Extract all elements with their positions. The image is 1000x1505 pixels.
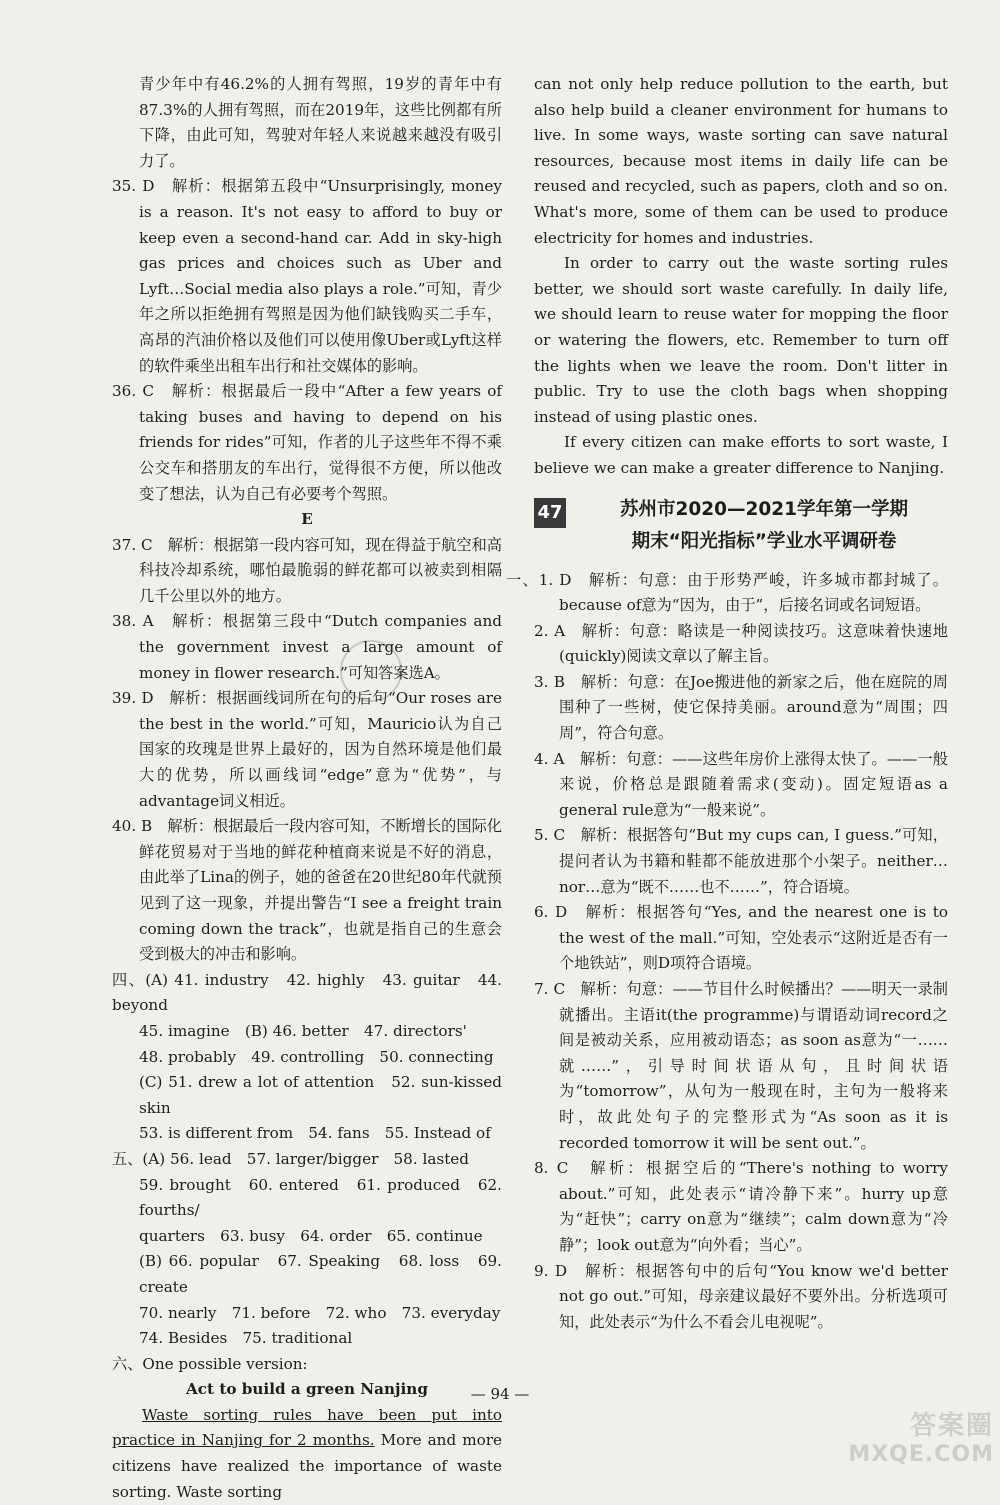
answer-item-36: 36. C 解析：根据最后一段中“After a few years of taking buses and having to depend on his friends for rides”可知，作者的儿子这些年不得不乘公交车和搭朋友的车出行，觉得很不方便，所以他改变了想法，认为自己有必要考个驾照。 [112, 382, 502, 503]
section-five-line: quarters 63. busy 64. order 65. continue [139, 1226, 483, 1245]
section-four-line: 48. probably 49. controlling 50. connecting [139, 1047, 494, 1066]
section-five-line: 五、(A) 56. lead 57. larger/bigger 58. lasted [112, 1149, 470, 1168]
essay-underlined-sentence: Waste sorting rules have been put into practice in Nanjing for 2 months. [112, 1405, 502, 1450]
watermark [848, 1405, 994, 1467]
section-title-line-2: 期末“阳光指标”学业水平调研卷 [631, 530, 897, 552]
section-title-block [580, 494, 948, 558]
section-six-heading: 六、One possible version: [112, 1354, 308, 1373]
section-four-line: 53. is different from 54. fans 55. Instead of [139, 1124, 491, 1143]
watermark-url: MXQE.COM [848, 1442, 994, 1467]
section-title-line-1: 苏州市2020—2021学年第一学期 [620, 498, 908, 520]
answer-item-4: 4. A 解析：句意：——这些年房价上涨得太快了。——一般来说，价格总是跟随着需求(变动)。固定短语as a general rule意为“一般来说”。 [534, 749, 948, 819]
answer-item-2: 2. A 解析：句意：略读是一种阅读技巧。这意味着快速地(quickly)阅读文章以了解主旨。 [534, 621, 948, 666]
right-column [506, 72, 948, 1335]
essay-paragraph-1-start [112, 1403, 502, 1505]
section-number-badge: 47 [534, 498, 566, 528]
exam-section-header [534, 494, 948, 558]
section-five-line: 70. nearly 71. before 72. who 73. everyday [139, 1303, 501, 1322]
section-four-line: (C) 51. drew a lot of attention 52. sun-kissed skin [139, 1073, 502, 1117]
section-five-line: (B) 66. popular 67. Speaking 68. loss 69. create [139, 1252, 502, 1296]
page-number: — 94 — [470, 1385, 530, 1403]
section-five-answers [112, 1147, 502, 1352]
essay-paragraph-3: If every citizen can make efforts to sort waste, I believe we can make a greater difference to Nanjing. [534, 433, 948, 477]
answer-item-35: 35. D 解析：根据第五段中“Unsurprisingly, money is a reason. It's not easy to afford to buy or keep even a second-hand car. Add in sky-high gas prices and choices such as Uber and Lyft…Social media also plays a role.”可知，青少年之所以拒绝拥有驾照是因为他们缺钱购买二手车，高昂的汽油价格以及他们可以使用像Uber或Lyft这样的软件乘坐出租车出行和社交媒体的影响。 [112, 177, 502, 375]
answer-item-40: 40. B 解析：根据最后一段内容可知，不断增长的国际化鲜花贸易对于当地的鲜花种植商来说是不好的消息，由此举了Lina的例子，她的爸爸在20世纪80年代就预见到了这一现象，并提出警告“I see a freight train coming down the track”，也就是指自己的生意会受到极大的冲击和影响。 [112, 817, 502, 964]
section-four-answers [112, 968, 502, 1147]
essay-paragraph-1-continued: can not only help reduce pollution to the earth, but also help build a cleaner environment for humans to live. In some ways, waste sorting can save natural resources, because most items in daily life can be reused and recycled, such as papers, cloth and so on. What's more, some of them can be used to produce electricity for homes and industries. [534, 75, 948, 247]
answer-item-8: 8. C 解析：根据空后的“There's nothing to worry about.”可知，此处表示“请冷静下来”。hurry up意为“赶快”；carry on意为“继续”；calm down意为“冷静”；look out意为“向外看；当心”。 [534, 1159, 948, 1254]
answer-item-6: 6. D 解析：根据答句“Yes, and the nearest one is to the west of the mall.”可知，空处表示“这附近是否有一个地铁站”，则D项符合语境。 [534, 903, 948, 973]
essay-paragraph-1-text: More and more citizens have realized the importance of waste sorting. Waste sorting [112, 1431, 502, 1501]
intro-paragraph: 青少年中有46.2%的人拥有驾照，19岁的青年中有87.3%的人拥有驾照，而在2019年，这些比例都有所下降，由此可知，驾驶对年轻人来说越来越没有吸引力了。 [139, 75, 502, 170]
answer-item-3: 3. B 解析：句意：在Joe搬进他的新家之后，他在庭院的周围种了一些树，使它保持美丽。around意为“周围；四周”，符合句意。 [534, 672, 948, 743]
answer-item-9: 9. D 解析：根据答句中的后句“You know we'd better not go out.”可知，母亲建议最好不要外出。分析选项可知，此处表示“为什么不看会儿电视呢”。 [534, 1261, 948, 1331]
section-five-line: 74. Besides 75. traditional [139, 1329, 353, 1348]
answer-item-39: 39. D 解析：根据画线词所在句的后句“Our roses are the best in the world.”可知，Mauricio认为自己国家的玫瑰是世界上最好的，因为自然环境是他们最大的优势，所以画线词“edge”意为“优势”，与advantage词义相近。 [112, 689, 502, 810]
answer-item-37: 37. C 解析：根据第一段内容可知，现在得益于航空和高科技冷却系统，哪怕最脆弱的鲜花都可以被卖到相隔几千公里以外的地方。 [112, 535, 502, 605]
essay-paragraph-2: In order to carry out the waste sorting rules better, we should sort waste carefully. In daily life, we should learn to reuse water for mopping the floor or watering the flowers, etc. Remember to turn off the lights when we leave the room. Don't litter in public. Try to use the cloth bags when shopping instead of using plastic ones. [534, 254, 948, 426]
left-column [112, 72, 502, 1505]
section-five-line: 59. brought 60. entered 61. produced 62. fourths/ [139, 1175, 502, 1220]
section-four-line: 四、(A) 41. industry 42. highly 43. guitar 44. beyond [112, 970, 502, 1015]
answer-item-38: 38. A 解析：根据第三段中“Dutch companies and the government invest a large amount of money in flower research.”可知答案选A。 [112, 612, 502, 682]
section-four-line: 45. imagine (B) 46. better 47. directors' [139, 1021, 467, 1040]
passage-letter-heading: E [301, 510, 313, 529]
essay-title: Act to build a green Nanjing [186, 1380, 428, 1399]
answer-item-1: 一、1. D 解析：句意：由于形势严峻，许多城市都封城了。because of意为“因为，由于”，后接名词或名词短语。 [506, 570, 948, 615]
answer-item-5: 5. C 解析：根据答句“But my cups can, I guess.”可知，提问者认为书籍和鞋都不能放进那个小架子。neither…nor…意为“既不……也不……”，符合语境。 [534, 826, 948, 896]
watermark-logo: 答案圈 [909, 1411, 994, 1441]
answer-item-7: 7. C 解析：句意：——节目什么时候播出？——明天一录制就播出。主语it(the programme)与谓语动词record之间是被动关系，应用被动语态；as soon as意为“一……就……”，引导时间状语从句，且时间状语为“tomorrow”，从句为一般现在时，主句为一般将来时，故此处句子的完整形式为“As soon as it is recorded tomorrow it will be sent out.”。 [534, 980, 948, 1152]
